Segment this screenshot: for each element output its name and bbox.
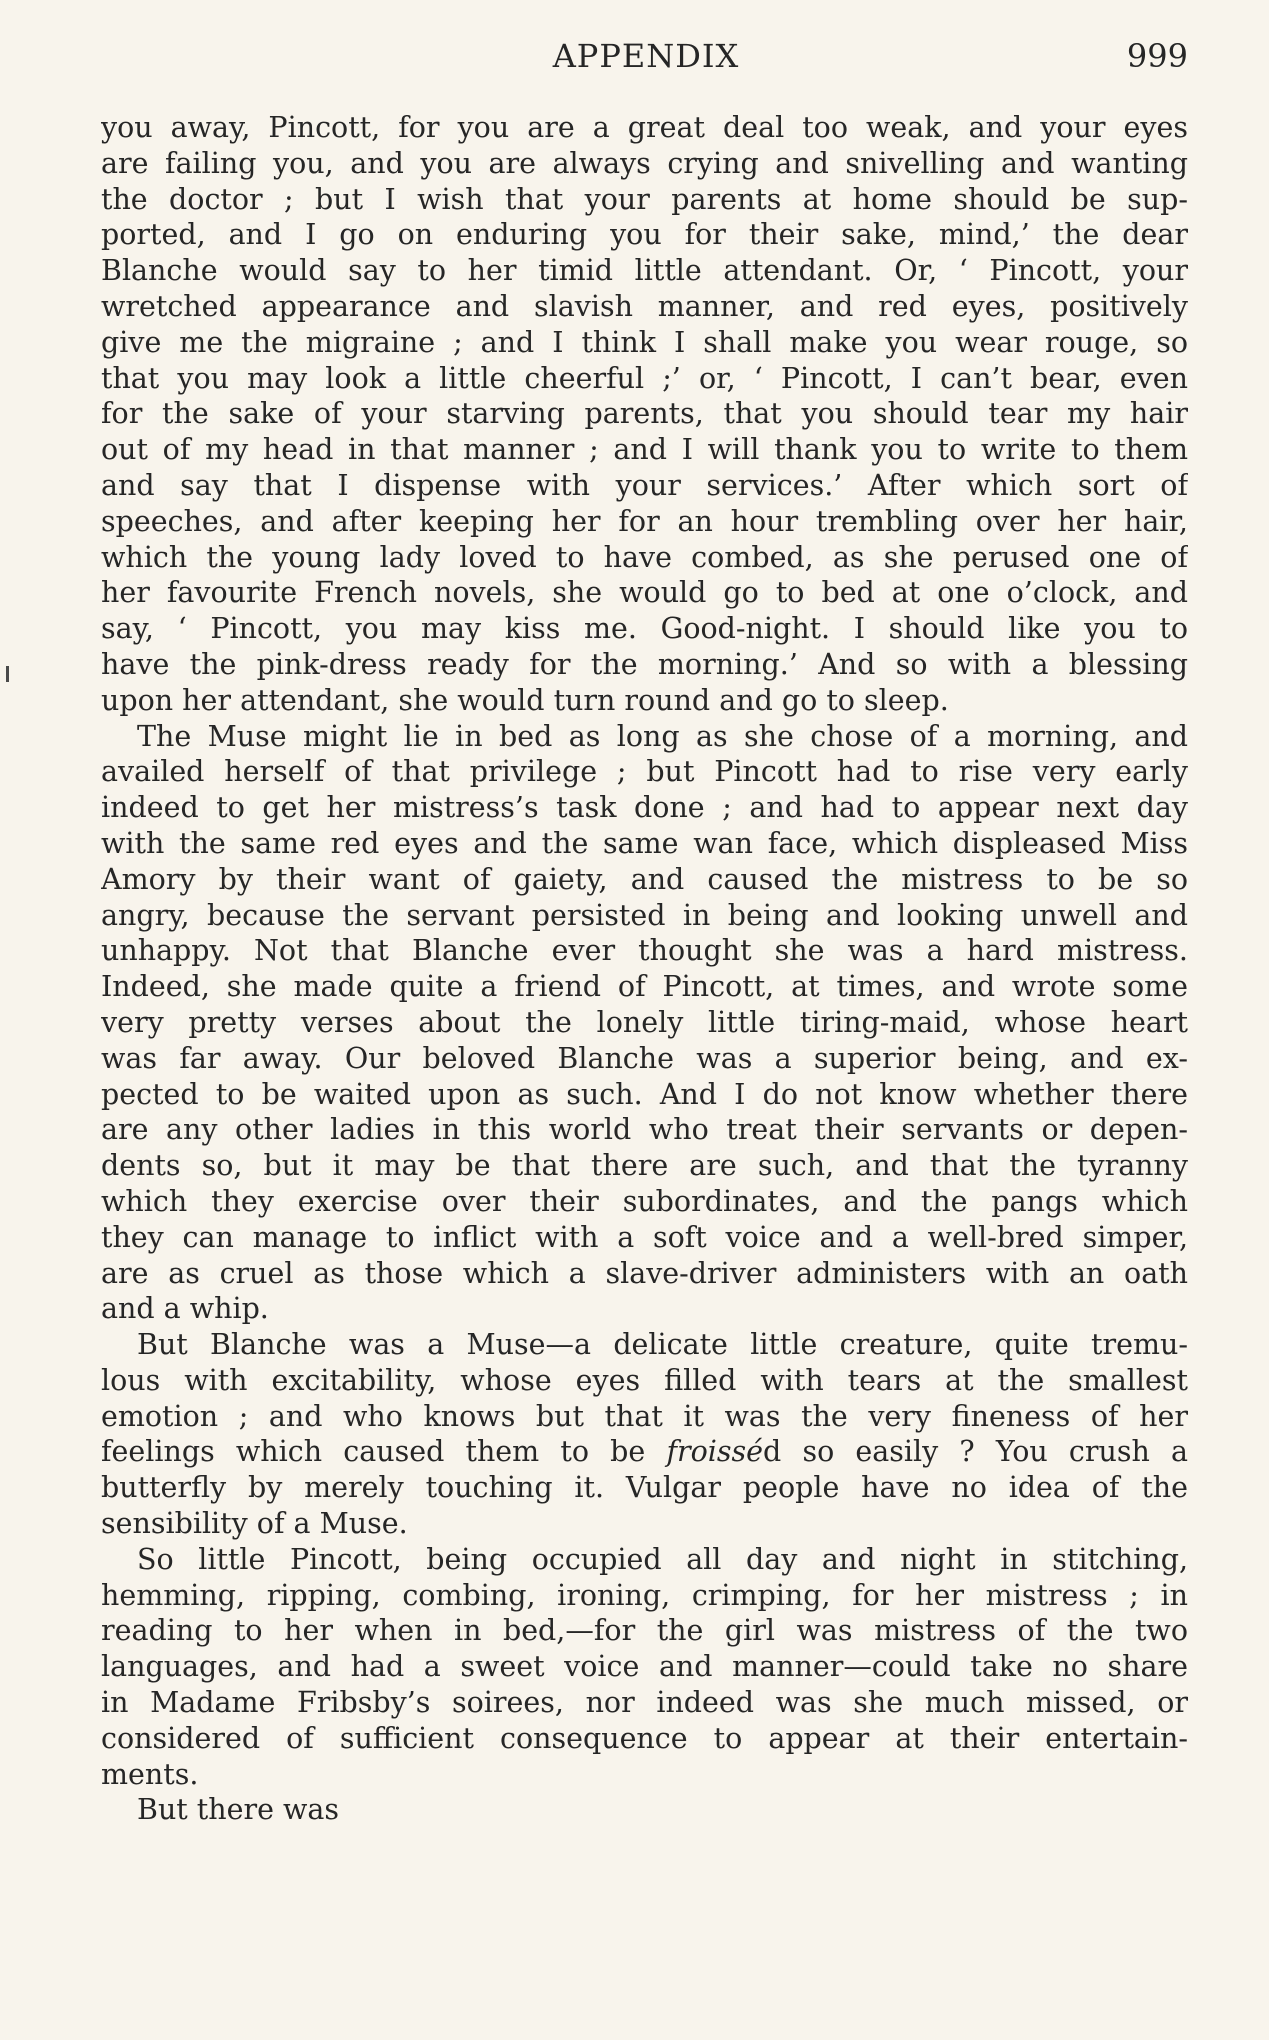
text-line: was far away. Our beloved Blanche was a superior being, and ex- [101,1041,1188,1075]
text-line: the doctor ; but I wish that your parents at home should be sup- [101,182,1188,216]
text-line: which they exercise over their subordinates, and the pangs which [101,1184,1188,1218]
text-line: for the sake of your starving parents, that you should tear my hair [101,397,1188,431]
text-line: considered of sufficient consequence to appear at their entertain- [101,1721,1188,1755]
text-line: are as cruel as those which a slave-driver administers with an oath [101,1256,1188,1290]
text-line-with-italic [101,1434,1188,1470]
running-title: APPENDIX [552,37,740,75]
running-head [104,34,1188,78]
text-line: ported, and I go on enduring you for their sake, mind,’ the dear [101,218,1188,252]
text-line: butterfly by merely touching it. Vulgar people have no idea of the [101,1471,1188,1505]
text-line: Amory by their want of gaiety, and caused the mistress to be so [101,862,1188,896]
paragraph-end-line: and a whip. [101,1292,269,1326]
text-line: languages, and had a sweet voice and manner—could take no share [101,1650,1188,1684]
paragraph-start-line: So little Pincott, being occupied all day and night in stitching, [137,1542,1188,1576]
body-text [101,110,1188,1828]
text-line: unhappy. Not that Blanche ever thought she was a hard mistress. [101,934,1188,968]
paragraph-end-line: ments. [101,1757,199,1791]
margin-mark [6,666,9,682]
text-line: hemming, ripping, combing, ironing, crimping, for her mistress ; in [101,1578,1188,1612]
text-line: say, ‘ Pincott, you may kiss me. Good-night. I should like you to [101,612,1188,646]
page-number: 999 [1126,37,1188,75]
paragraph-end-line: upon her attendant, she would turn round and go to sleep. [101,683,949,717]
text-line: availed herself of that privilege ; but Pincott had to rise very early [101,755,1188,789]
text-line: her favourite French novels, she would go to bed at one o’clock, and [101,576,1188,610]
text-segment: feelings which caused them to be [101,1435,667,1469]
text-line: reading to her when in bed,—for the girl was mistress of the two [101,1614,1188,1648]
text-line: and say that I dispense with your services.’ After which sort of [101,468,1188,502]
text-line: angry, because the servant persisted in being and looking unwell and [101,898,1188,932]
text-line: very pretty verses about the lonely little tiring-maid, whose heart [101,1005,1188,1039]
text-segment: d so easily ? You crush a [763,1435,1188,1469]
text-line: in Madame Fribsby’s soirees, nor indeed was she much missed, or [101,1686,1188,1720]
text-line: dents so, but it may be that there are such, and that the tyranny [101,1149,1188,1183]
text-line: give me the migraine ; and I think I shall make you wear rouge, so [101,325,1188,359]
text-line: which the young lady loved to have combed, as she perused one of [101,540,1188,574]
text-line: you away, Pincott, for you are a great deal too weak, and your eyes [101,111,1188,144]
text-line: Indeed, she made quite a friend of Pincott, at times, and wrote some [101,970,1188,1004]
text-line: pected to be waited upon as such. And I do not know whether there [101,1077,1188,1111]
text-line: are any other ladies in this world who treat their servants or depen- [101,1113,1188,1147]
text-line: wretched appearance and slavish manner, and red eyes, positively [101,289,1188,323]
text-line: have the pink-dress ready for the morning.’ And so with a blessing [101,647,1188,681]
text-line: with the same red eyes and the same wan face, which displeased Miss [101,826,1188,860]
text-line: speeches, and after keeping her for an hour trembling over her hair, [101,504,1188,538]
paragraph-start-line: But Blanche was a Muse—a delicate little creature, quite tremu- [137,1328,1188,1362]
text-line: indeed to get her mistress’s task done ; and had to appear next day [101,791,1188,825]
text-line: out of my head in that manner ; and I will thank you to write to them [101,433,1188,467]
text-line: that you may look a little cheerful ;’ or, ‘ Pincott, I can’t bear, even [101,361,1188,395]
italic-word: froissé [666,1435,764,1469]
text-line: emotion ; and who knows but that it was the very fineness of her [101,1399,1188,1433]
paragraph-start-line: But there was [137,1793,340,1827]
text-line: are failing you, and you are always crying and snivelling and wanting [101,146,1188,180]
paragraph-start-line: The Muse might lie in bed as long as she chose of a morning, and [137,719,1188,753]
paragraph-end-line: sensibility of a Muse. [101,1507,408,1541]
text-line: they can manage to inflict with a soft voice and a well-bred simper, [101,1220,1188,1254]
text-line: lous with excitability, whose eyes filled with tears at the smallest [101,1363,1188,1397]
text-line: Blanche would say to her timid little attendant. Or, ‘ Pincott, your [101,254,1188,288]
